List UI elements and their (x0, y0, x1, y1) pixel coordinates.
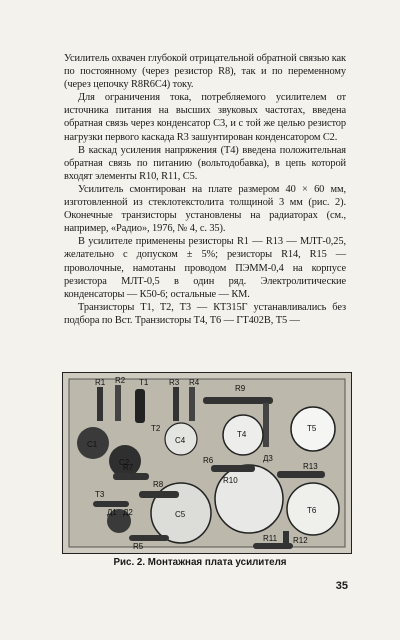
main-text (64, 52, 346, 327)
circuit-board-illustration (63, 373, 351, 553)
figure-label: T2 (151, 424, 161, 433)
figure-label: R11 (263, 534, 278, 543)
figure-label: C1 (87, 440, 98, 449)
page-number: 35 (335, 580, 348, 592)
figure-label: R4 (189, 378, 200, 387)
figure-label: Д1 (107, 508, 117, 517)
paragraph-2: Для ограничения тока, потребляемого усилителем от источника питания на высших звуковых частотах, введена обратная связь через конденсатор C3, и с той же целью резистор нагрузки первого каскада R3 зашунтирован конденсатором C2. (64, 92, 346, 143)
figure-label: R12 (293, 536, 308, 545)
figure-label: T6 (307, 506, 317, 515)
circuit-board-photo (62, 372, 352, 554)
figure-label: R10 (223, 476, 238, 485)
paragraph-3: В каскад усиления напряжения (T4) введена положительная обратная связь по питанию (вольтодобавка), в цепь которой входят элементы R10, R11, C5. (64, 144, 346, 182)
figure-label: T4 (237, 430, 247, 439)
figure-label: C2 (119, 458, 130, 467)
figure-label: T1 (139, 378, 149, 387)
paragraph-1: Усилитель охвачен глубокой отрицательной обратной связью как по постоянному (через резистор R8), так и по переменному (через цепочку R8R6C4) току. (64, 53, 346, 91)
figure-label: R9 (235, 384, 246, 393)
figure-label: T3 (95, 490, 105, 499)
figure-label: R6 (203, 456, 214, 465)
figure-label: Д3 (263, 454, 273, 463)
figure-label: C5 (175, 510, 186, 519)
figure-label: R13 (303, 462, 318, 471)
figure-label: R2 (115, 376, 126, 385)
figure-caption: Рис. 2. Монтажная плата усилителя (113, 557, 287, 568)
paragraph-6: Транзисторы T1, T2, T3 — КТ315Г устанавливались без подбора по Bст. Транзисторы T4, T6 — ГТ402В, T5 — (64, 301, 346, 326)
figure-label: T5 (307, 424, 317, 433)
figure-label: R5 (133, 542, 144, 551)
paragraph-5: В усилителе применены резисторы R1 — R13 — МЛТ-0,25, желательно с допуском ± 5%; резисторы R14, R15 — проволочные, намотаны проводом ПЭММ-0,4 на корпусе резистора МЛТ-0,5 в один ряд. Электролитические конденсаторы — К50-6; остальные — КМ. (64, 236, 346, 300)
figure-label: R1 (95, 378, 106, 387)
figure-label: Д2 (123, 508, 133, 517)
figure-label: R8 (153, 480, 164, 489)
paragraph-4: Усилитель смонтирован на плате размером 40 × 60 мм, изготовленной из стеклотекстолита толщиной 3 мм (рис. 2). Оконечные транзисторы установлены на радиаторах (см., например, «Радио», 1976, № 4, с. 35). (64, 183, 346, 235)
figure-label: R3 (169, 378, 180, 387)
figure-label: R7 (123, 463, 134, 472)
figure-label: C4 (175, 436, 186, 445)
